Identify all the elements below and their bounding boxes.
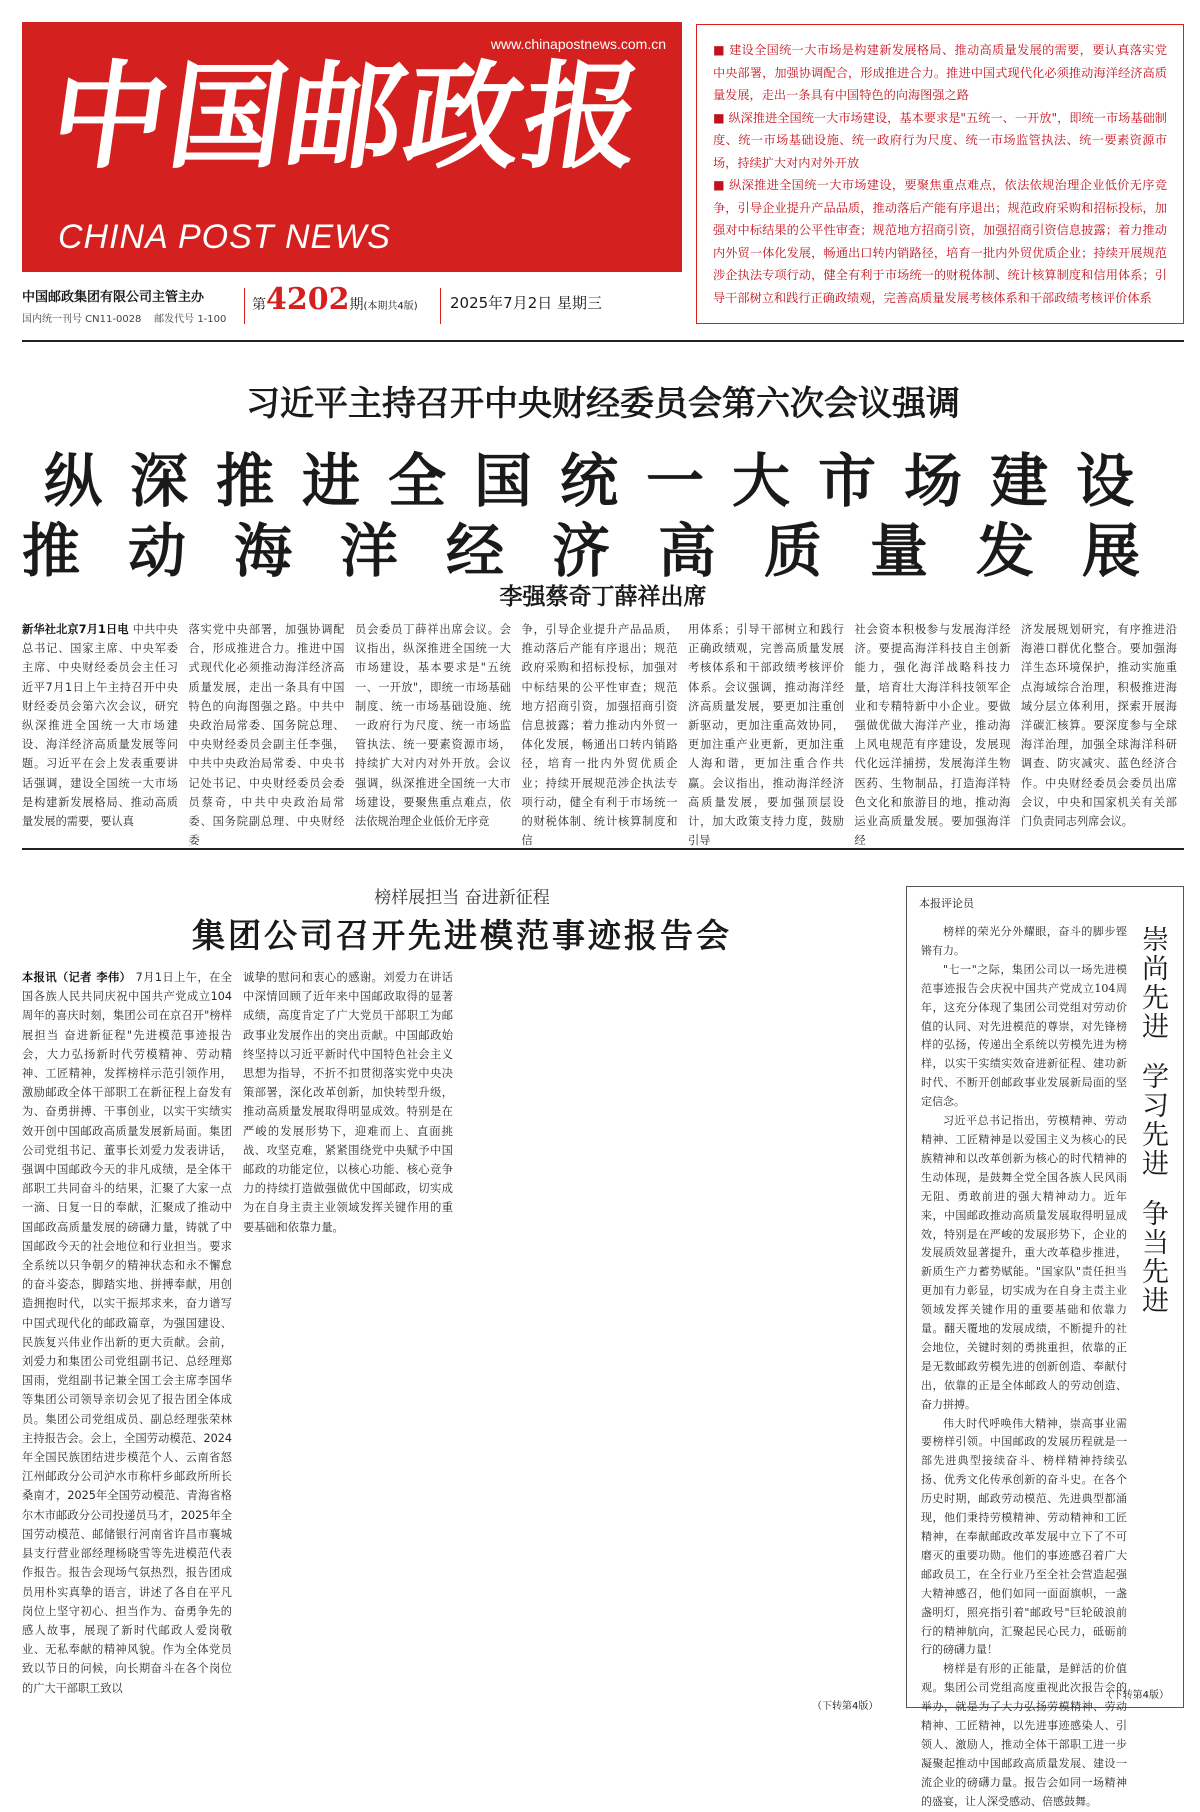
story-kicker: 榜样展担当 奋进新征程 (374, 888, 550, 908)
issue-number: 4202 (266, 282, 350, 317)
highlight-item: ■ 建设全国统一大市场是构建新发展格局、推动高质量发展的需要，要认真落实党中央部署，加强协调配合，形成推进合力。推进中国式现代化必须推动海洋经济高质量发展，走出一条具有中国特色的向海图强之路 (713, 39, 1167, 107)
commentary-tag: 本报评论员 (919, 897, 974, 910)
masthead (22, 22, 682, 272)
divider (22, 848, 1184, 850)
issue-suffix: 期 (349, 297, 364, 313)
commentary-paragraph: 习近平总书记指出，劳模精神、劳动精神、工匠精神是以爱国主义为核心的民族精神和以改革创新为核心的时代精神的生动体现，是鼓舞全党全国各族人民风雨无阻、勇敢前进的强大精神动力。近年来，中国邮政推动高质量发展取得明显成效，特别是在严峻的发展形势下，企业的发展质效显著提升，重大改革稳步推进，新质生产力蓄势赋能。"国家队"责任担当更加有力彰显，切实成为在自身主责主业领域发挥关键作用的重要基础和依靠力量。翻天覆地的发展成绩，不断提升的社会地位，关键时刻的勇挑重担，依靠的正是无数邮政劳模先进的创新创造、奉献付出，依靠的正是全体邮政人的劳动创造、奋力拼搏。 (921, 1114, 1127, 1411)
lead-subhead: 李强蔡奇丁薛祥出席 (499, 583, 707, 610)
commentary-box (906, 886, 1184, 1808)
issue-info-bar (22, 282, 682, 328)
story-headline: 集团公司召开先进模范事迹报告会 (192, 916, 732, 955)
issue-prefix: 第 (252, 297, 266, 313)
divider (22, 340, 1184, 342)
highlights-box (696, 24, 1184, 324)
commentary-paragraph: "七一"之际，集团公司以一场先进模范事迹报告会庆祝中国共产党成立104周年，这充分体现了集团公司党组对劳动价值的认同、对先进模范的尊崇，对先锋榜样的弘扬，传递出全系统以劳模先进为榜样，以实干实绩实效奋进新征程、建功新时代、不断开创邮政事业发展新局面的坚定信念。 (921, 962, 1127, 1109)
article-column: 员会委员丁薛祥出席会议。会议指出，纵深推进全国统一大市场建设，基本要求是"五统一、一开放"，即统一市场基础制度、统一市场基础设施、统一政府行为尺度、统一市场监管执法、统一要素资源市场，持续扩大对内对外开放。会议强调，纵深推进全国统一大市场建设，要聚焦重点难点，依法依规治理企业低价无序竞 (355, 623, 511, 829)
newspaper-title-cn: 中国邮政报 (42, 50, 652, 185)
highlight-item: ■ 纵深推进全国统一大市场建设，要聚焦重点难点，依法依规治理企业低价无序竞争，引导企业提升产品品质，推动落后产能有序退出；规范政府采购和招标投标，加强对中标结果的公平性审查；规范地方招商引资，加强招商引资信息披露；着力推动内外贸一体化发展，畅通出口转内销路径，培育一批内外贸优质企业；持续开展规范涉企执法专项行动，健全有利于市场统一的财税体制、统计核算制度和信用体系；引导干部树立和践行正确政绩观，完善高质量发展考核体系和干部政绩考核评价体系 (713, 174, 1167, 309)
issue-date: 2025年7月2日 星期三 (450, 294, 603, 312)
commentary-title: 崇尚先进 学习先进 争当先进 (1137, 925, 1168, 1316)
issue-number-block (252, 282, 418, 317)
pages-note: (本期共4版) (363, 301, 418, 312)
commentary-paragraph: 榜样的荣光分外耀眼，奋斗的脚步铿锵有力。 (921, 925, 1127, 957)
lead-headline-2: 推动海洋经济高质量发展 (22, 517, 1189, 585)
continued-note[interactable]: （下转第4版） (812, 1701, 879, 1712)
article-column: 本报讯（记者 李伟） 7月1日上午，在全国各族人民共同庆祝中国共产党成立104周年的喜庆时刻，集团公司在京召开"榜样展担当 奋进新征程"先进模范事迹报告会，大力弘扬新时代劳模精神、劳动精神、工匠精神，发挥榜样示范引领作用，激励邮政全体干部职工在新征程上奋发有为、奋勇拼搏、干事创业，以实干实绩实效开创中国邮政高质量发展新局面。集团公司党组书记、董事长刘爱力发表讲话，强调中国邮政今天的非凡成绩，是全体干部职工共同奋斗的结果，汇聚了大家一点一滴、日复一日的奉献，汇聚成了推动中国邮政高质量发展的磅礴力量，铸就了中国邮政今天的社会地位和行业担当。要求全系统以只争朝夕的精神状态和永不懈怠的奋斗姿态，脚踏实地、拼搏奉献，用创造拥抱时代，以实干振邦求来，奋力谱写中国式现代化的邮政篇章，为强国建设、民族复兴伟业作出新的更大贡献。会前，刘爱力和集团公司党组副书记、总经理郑国雨，党组副书记兼全国工会主席李国华等集团公司领导亲切会见了报告团全体成员。集团公司党组成员、副总经理张荣林主持报告会。会上，全国劳动模范、2024年全国民族团结进步模范个人、云南省怒江州邮政分公司泸水市称杆乡邮政所所长桑南才，2025年全国劳动模范、青海省格尔木市邮政分公司投递员马才，2025年全国劳动模范、邮储银行河南省许昌市襄城县支行营业部经理杨晓雪等先进模范代表作报告。报告会现场气氛热烈，报告团成员用朴实真挚的语言，讲述了各自在平凡岗位上坚守初心、担当作为、奋勇争先的感人故事，展现了新时代邮政人爱岗敬业、无私奉献的精神风貌。作为全体党员致以节日的问候，向长期奋斗在各个岗位的广大干部职工致以 (22, 971, 232, 1695)
commentary-paragraph: 伟大时代呼唤伟大精神，崇高事业需要榜样引领。中国邮政的发展历程就是一部先进典型接续奋斗、榜样精神持续弘扬、优秀文化传承创新的奋斗史。在各个历史时期，邮政劳动模范、先进典型都涌现，他们秉持劳模精神、劳动精神和工匠精神，在奉献邮政改革发展中立下了不可磨灭的重要功勋。他们的事迹感召着广大邮政员工，在全行业乃至全社会营造起强大精神感召，他们如同一面面旗帜，一盏盏明灯，照亮指引着"邮政号"巨轮破浪前行的精神航向，汇聚起民心民力，砥砺前行的磅礴力量！ (921, 1416, 1127, 1657)
website-url[interactable]: www.chinapostnews.com.cn (490, 36, 666, 52)
newspaper-title-en: CHINA POST NEWS (58, 218, 391, 256)
highlight-item: ■ 纵深推进全国统一大市场建设，基本要求是"五统一、一开放"，即统一市场基础制度、统一市场基础设施、统一政府行为尺度、统一市场监管执法、统一要素资源市场，持续扩大对内对外开放 (713, 107, 1167, 175)
article-column (464, 968, 674, 1698)
article-column: 济发展规划研究，有序推进沿海港口群优化整合。要加强海洋生态环境保护，推动实施重点海域综合治理，积极推进海域分层立体利用，探索开展海洋碳汇核算。要深度参与全球海洋治理，加强全球海洋科研调查、防灾减灾、蓝色经济合作。中央财经委员会委员出席会议，中央和国家机关有关部门负责同志列席会议。 (1021, 623, 1177, 829)
commentary-paragraph: 榜样是有形的正能量，是鲜活的价值观。集团公司党组高度重视此次报告会的举办，就是为了大力弘扬劳模精神、劳动精神、工匠精神，以先进事迹感染人、引领人、激励人，推动全体干部职工进一步凝聚起推动中国邮政高质量发展、建设一流企业的磅礴力量。报告会如同一场精神的盛宴，让人深受感动、倍感鼓舞。 (921, 1662, 1127, 1808)
article-column: 社会资本积极参与发展海洋经济。要提高海洋科技自主创新能力，强化海洋战略科技力量，培育壮大海洋科技领军企业和专精特新中小企业。要做强做优做大海洋产业，推动海上风电规范有序建设，发展现代化远洋捕捞，发展海洋生物医药、生物制品，打造海洋特色文化和旅游目的地，推动海运业高质量发展。要加强海洋经 (854, 623, 1011, 848)
article-column: 落实党中央部署，加强协调配合，形成推进合力。推进中国式现代化必须推动海洋经济高质量发展，走出一条具有中国特色的向海图强之路。中共中央政治局常委、国务院总理、中央财经委员会副主任李强，中共中央政治局常委、中央书记处书记、中央财经委员会委员蔡奇，中共中央政治局常委、国务院副总理、中央财经委 (188, 623, 345, 848)
lead-kicker: 习近平主持召开中央财经委员会第六次会议强调 (246, 384, 960, 424)
article-column: 新华社北京7月1日电 中共中央总书记、国家主席、中央军委主席、中央财经委员会主任习近平7月1日上午主持召开中央财经委员会第六次会议，研究纵深推进全国统一大市场建设、海洋经济高质量发展等问题。习近平在会上发表重要讲话强调，建设全国统一大市场是构建新发展格局、推动高质量发展的需要，要认真 (22, 623, 178, 829)
lead-headline-1: 纵深推进全国统一大市场建设 (43, 447, 1162, 515)
continued-note[interactable]: （下转第4版） (1102, 1690, 1169, 1701)
article-column: 争，引导企业提升产品品质，推动落后产能有序退出；规范政府采购和招标投标，加强对中标结果的公平性审查；规范地方招商引资，加强招商引资信息披露；着力推动内外贸一体化发展，畅通出口转内销路径，培育一批内外贸优质企业；持续开展规范涉企执法专项行动，健全有利于市场统一的财税体制、统计核算制度和信 (521, 623, 678, 848)
publication-codes: 国内统一刊号 CN11-0028 邮发代号 1-100 (22, 314, 227, 325)
article-column: 用体系；引导干部树立和践行正确政绩观，完善高质量发展考核体系和干部政绩考核评价体系。会议强调，推动海洋经济高质量发展，要更加注重创新驱动，更加注重高效协同，更加注重产业更新，更加注重人海和谐，更加注重合作共赢。会议指出，推动海洋经济高质量发展，要加强顶层设计，加大政策支持力度，鼓励引导 (688, 623, 844, 848)
article-column: 诚挚的慰问和衷心的感谢。刘爱力在讲话中深情回顾了近年来中国邮政取得的显著成绩，高度肯定了广大党员干部职工为邮政事业发展作出的突出贡献。中国邮政始终坚持以习近平新时代中国特色社会主义思想为指导，不折不扣贯彻落实党中央决策部署，深化改革创新，加快转型升级，推动高质量发展取得明显成效。特别是在严峻的发展形势下，迎难而上、直面挑战、攻坚克难，紧紧围绕党中央赋予中国邮政的功能定位，以核心功能、核心竞争力的持续打造做强做优中国邮政，切实成为在自身主责主业领域发挥关键作用的重要基础和依靠力量。 (243, 971, 453, 1234)
publisher-line: 中国邮政集团有限公司主管主办 (22, 290, 205, 305)
commentary-body (921, 923, 1127, 1808)
article-column (685, 968, 895, 1698)
